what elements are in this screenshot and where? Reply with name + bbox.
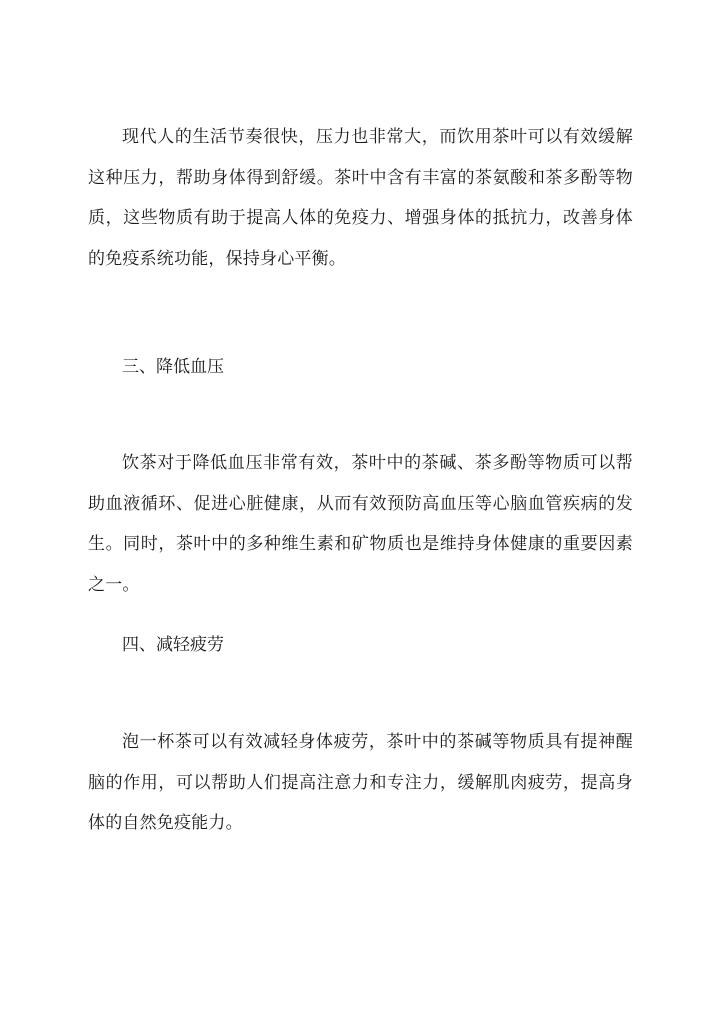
- body-paragraph-blood-pressure: 饮茶对于降低血压非常有效，茶叶中的茶碱、茶多酚等物质可以帮助血液循环、促进心脏健康，从而有效预防高血压等心脑血管疾病的发生。同时，茶叶中的多种维生素和矿物质也是维持身体健康的重要因素之一。: [88, 453, 633, 595]
- section-heading-lower-blood-pressure: 三、降低血压: [122, 357, 224, 377]
- body-paragraph-fatigue: 泡一杯茶可以有效减轻身体疲劳，茶叶中的茶碱等物质具有提神醒脑的作用，可以帮助人们提高注意力和专注力，缓解肌肉疲劳，提高身体的自然免疫能力。: [88, 732, 633, 833]
- section-heading-reduce-fatigue: 四、减轻疲劳: [122, 635, 224, 655]
- body-paragraph-stress-relief: 现代人的生活节奏很快，压力也非常大，而饮用茶叶可以有效缓解这种压力，帮助身体得到舒缓。茶叶中含有丰富的茶氨酸和茶多酚等物质，这些物质有助于提高人体的免疫力、增强身体的抵抗力，改善身体的免疫系统功能，保持身心平衡。: [88, 127, 633, 269]
